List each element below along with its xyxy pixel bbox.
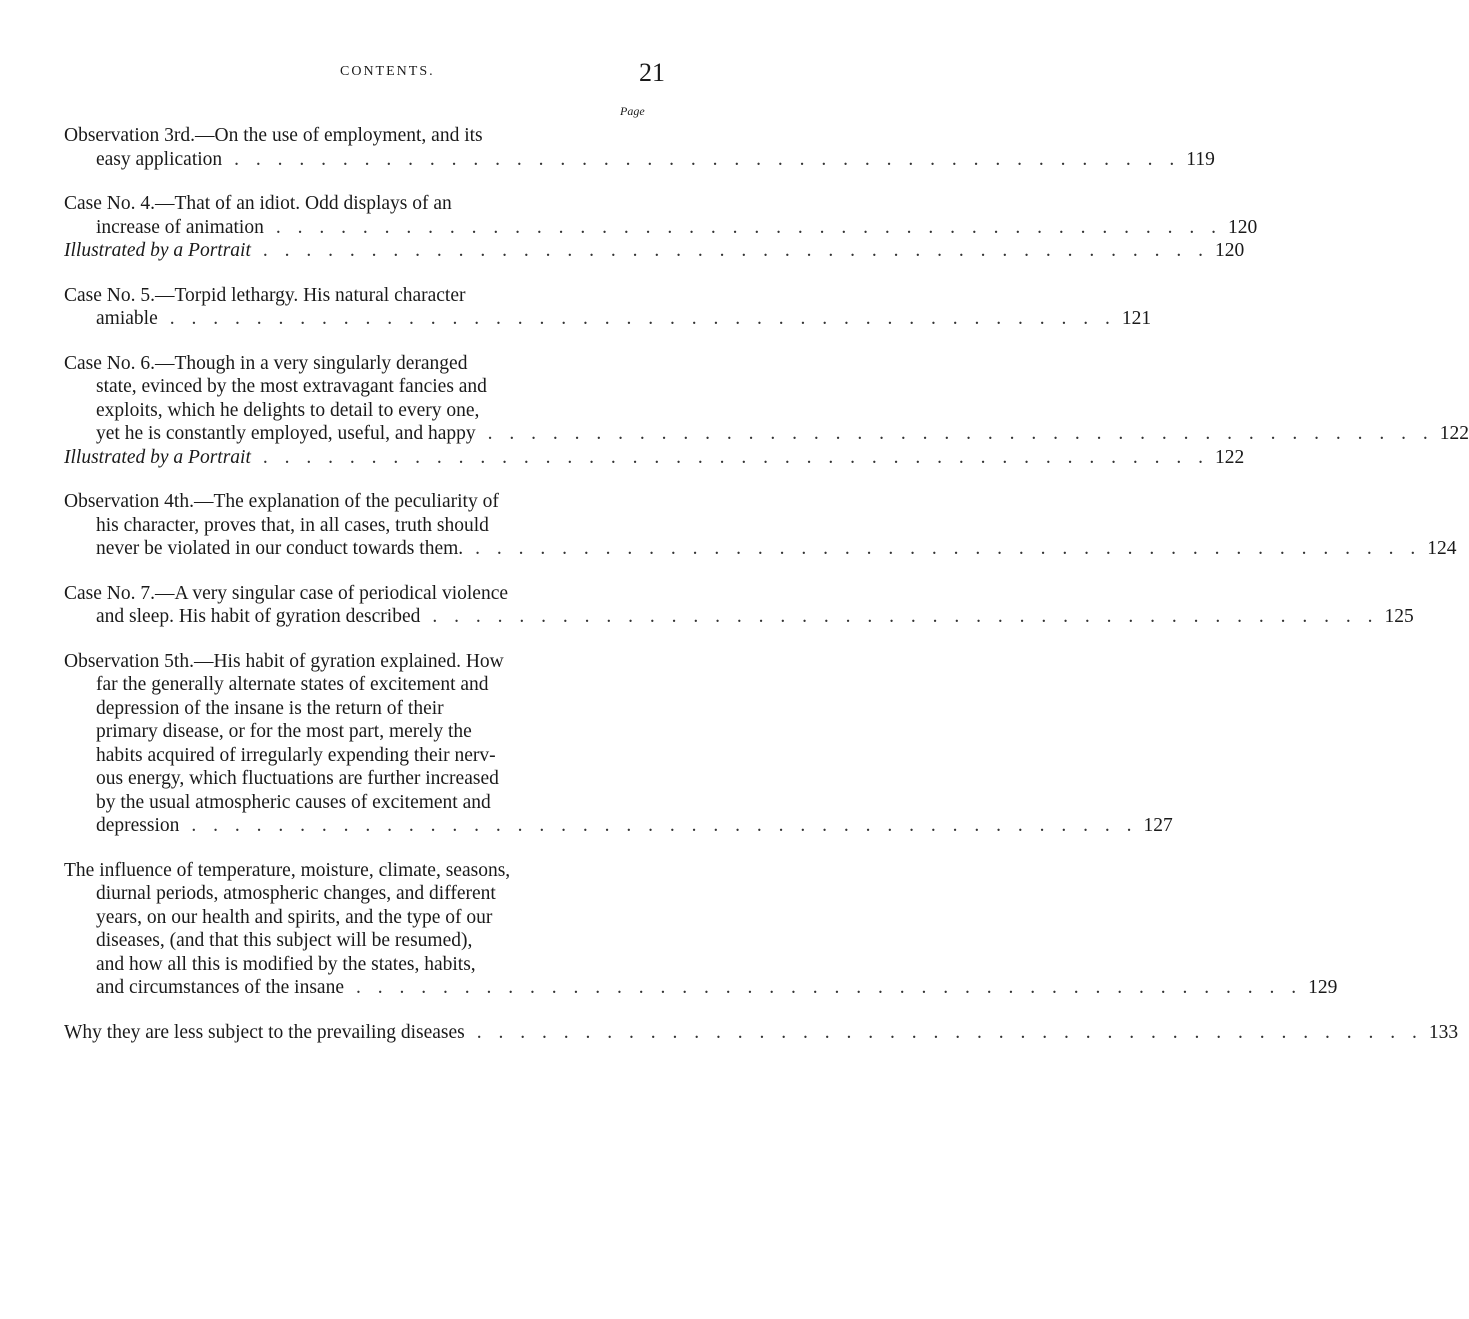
contents-line: exploits, which he delights to detail to every one, [96,399,480,421]
running-head [0,58,800,87]
contents-line [64,1021,1459,1045]
contents-line: and how all this is modified by the states, habits, [96,953,476,975]
contents-entry [64,124,1215,171]
entry-page-number: 122 [1439,423,1469,444]
contents-line: Case No. 5.—Torpid lethargy. His natural character [64,284,466,306]
contents-entry [64,284,1152,331]
contents-line: far the generally alternate states of excitement and [96,674,489,695]
entry-page-number: 127 [1143,815,1173,836]
contents-line [64,605,1414,629]
contents-line: state, evinced by the most extravagant fancies and [96,376,487,397]
contents-entry [64,490,1457,561]
contents-line: ous energy, which fluctuations are further increased [96,768,499,789]
contents-line: The influence of temperature, moisture, climate, seasons, [64,859,511,881]
dot-leader: . . . . . . . . . . . . . . . . . . . . . . . . . . . . . . . . . . . . . . . . . . . . [191,815,1138,836]
entry-text: depression [96,815,180,836]
contents-entry [64,650,1173,838]
contents-line: his character, proves that, in all cases, truth should [96,514,489,536]
dot-leader: . . . . . . . . . . . . . . . . . . . . . . . . . . . . . . . . . . . . . . . . . . . . [169,308,1116,329]
contents-line: diurnal periods, atmospheric changes, and different [96,883,496,904]
entry-text: Illustrated by a Portrait [64,446,251,468]
contents-line: by the usual atmospheric causes of excitement and [96,791,491,813]
contents-line: years, on our health and spirits, and the type of our [96,906,493,928]
contents-line: Observation 4th.—The explanation of the peculiarity of [64,491,499,512]
running-title: CONTENTS. [340,64,435,79]
dot-leader: . . . . . . . . . . . . . . . . . . . . . . . . . . . . . . . . . . . . . . . . . . . . [356,977,1303,998]
dot-leader: . . . . . . . . . . . . . . . . . . . . . . . . . . . . . . . . . . . . . . . . . . . . [262,240,1209,261]
entry-page-number: 124 [1427,538,1457,559]
contents-line [64,814,1173,838]
dot-leader: . . . . . . . . . . . . . . . . . . . . . . . . . . . . . . . . . . . . . . . . . . . . [487,423,1434,444]
dot-leader: . . . . . . . . . . . . . . . . . . . . . . . . . . . . . . . . . . . . . . . . . . . . [262,446,1209,468]
entry-text: amiable [96,308,158,329]
entry-text: easy application [96,148,223,170]
contents-line: Case No. 6.—Though in a very singularly deranged [64,352,468,374]
contents-list [64,124,1469,1065]
contents-line [64,422,1469,446]
entry-page-number: 120 [1227,216,1258,238]
entry-text: and sleep. His habit of gyration described [96,606,421,627]
contents-line: diseases, (and that this subject will be resumed), [96,930,473,951]
dot-leader: . . . . . . . . . . . . . . . . . . . . . . . . . . . . . . . . . . . . . . . . . . . . [234,148,1181,170]
entry-page-number: 125 [1384,606,1414,627]
entry-text: Why they are less subject to the prevailing diseases [64,1021,465,1043]
contents-line: habits acquired of irregularly expending their nerv- [96,744,496,766]
entry-text: and circumstances of the insane [96,977,344,998]
entry-page-number: 129 [1308,977,1338,998]
contents-line [64,537,1457,561]
entry-page-number: 119 [1186,148,1215,170]
contents-line: depression of the insane is the return of their [96,697,444,719]
contents-line [64,239,1245,263]
contents-line [64,446,1245,470]
entry-text: Illustrated by a Portrait [64,240,251,261]
page-number: 21 [639,58,665,87]
contents-entry [64,582,1414,629]
contents-entry [64,192,1258,263]
contents-line: Case No. 4.—That of an idiot. Odd displays of an [64,193,452,214]
dot-leader: . . . . . . . . . . . . . . . . . . . . . . . . . . . . . . . . . . . . . . . . . . . . [476,1021,1423,1043]
contents-line [64,148,1215,172]
dot-leader: . . . . . . . . . . . . . . . . . . . . . . . . . . . . . . . . . . . . . . . . . . . . [432,606,1379,627]
entry-text: increase of animation [96,216,264,238]
contents-entry [64,1021,1459,1045]
contents-entry [64,859,1338,1000]
contents-line: Case No. 7.—A very singular case of periodical violence [64,582,509,604]
dot-leader: . . . . . . . . . . . . . . . . . . . . . . . . . . . . . . . . . . . . . . . . . . . . [475,538,1422,559]
entry-text: never be violated in our conduct towards them. [96,538,464,559]
contents-line [64,216,1258,240]
entry-page-number: 120 [1215,240,1245,261]
entry-page-number: 122 [1215,446,1245,468]
contents-line [64,976,1338,1000]
entry-page-number: 133 [1428,1021,1459,1043]
entry-text: yet he is constantly employed, useful, and happy [96,423,476,444]
entry-page-number: 121 [1121,308,1152,329]
contents-line: Observation 3rd.—On the use of employment, and its [64,125,483,146]
contents-line: Observation 5th.—His habit of gyration explained. How [64,650,504,672]
contents-entry [64,352,1469,470]
dot-leader: . . . . . . . . . . . . . . . . . . . . . . . . . . . . . . . . . . . . . . . . . . . . [275,216,1222,238]
contents-line: primary disease, or for the most part, merely the [96,721,472,742]
contents-line [64,307,1152,331]
page-column-label: Page [620,104,645,118]
